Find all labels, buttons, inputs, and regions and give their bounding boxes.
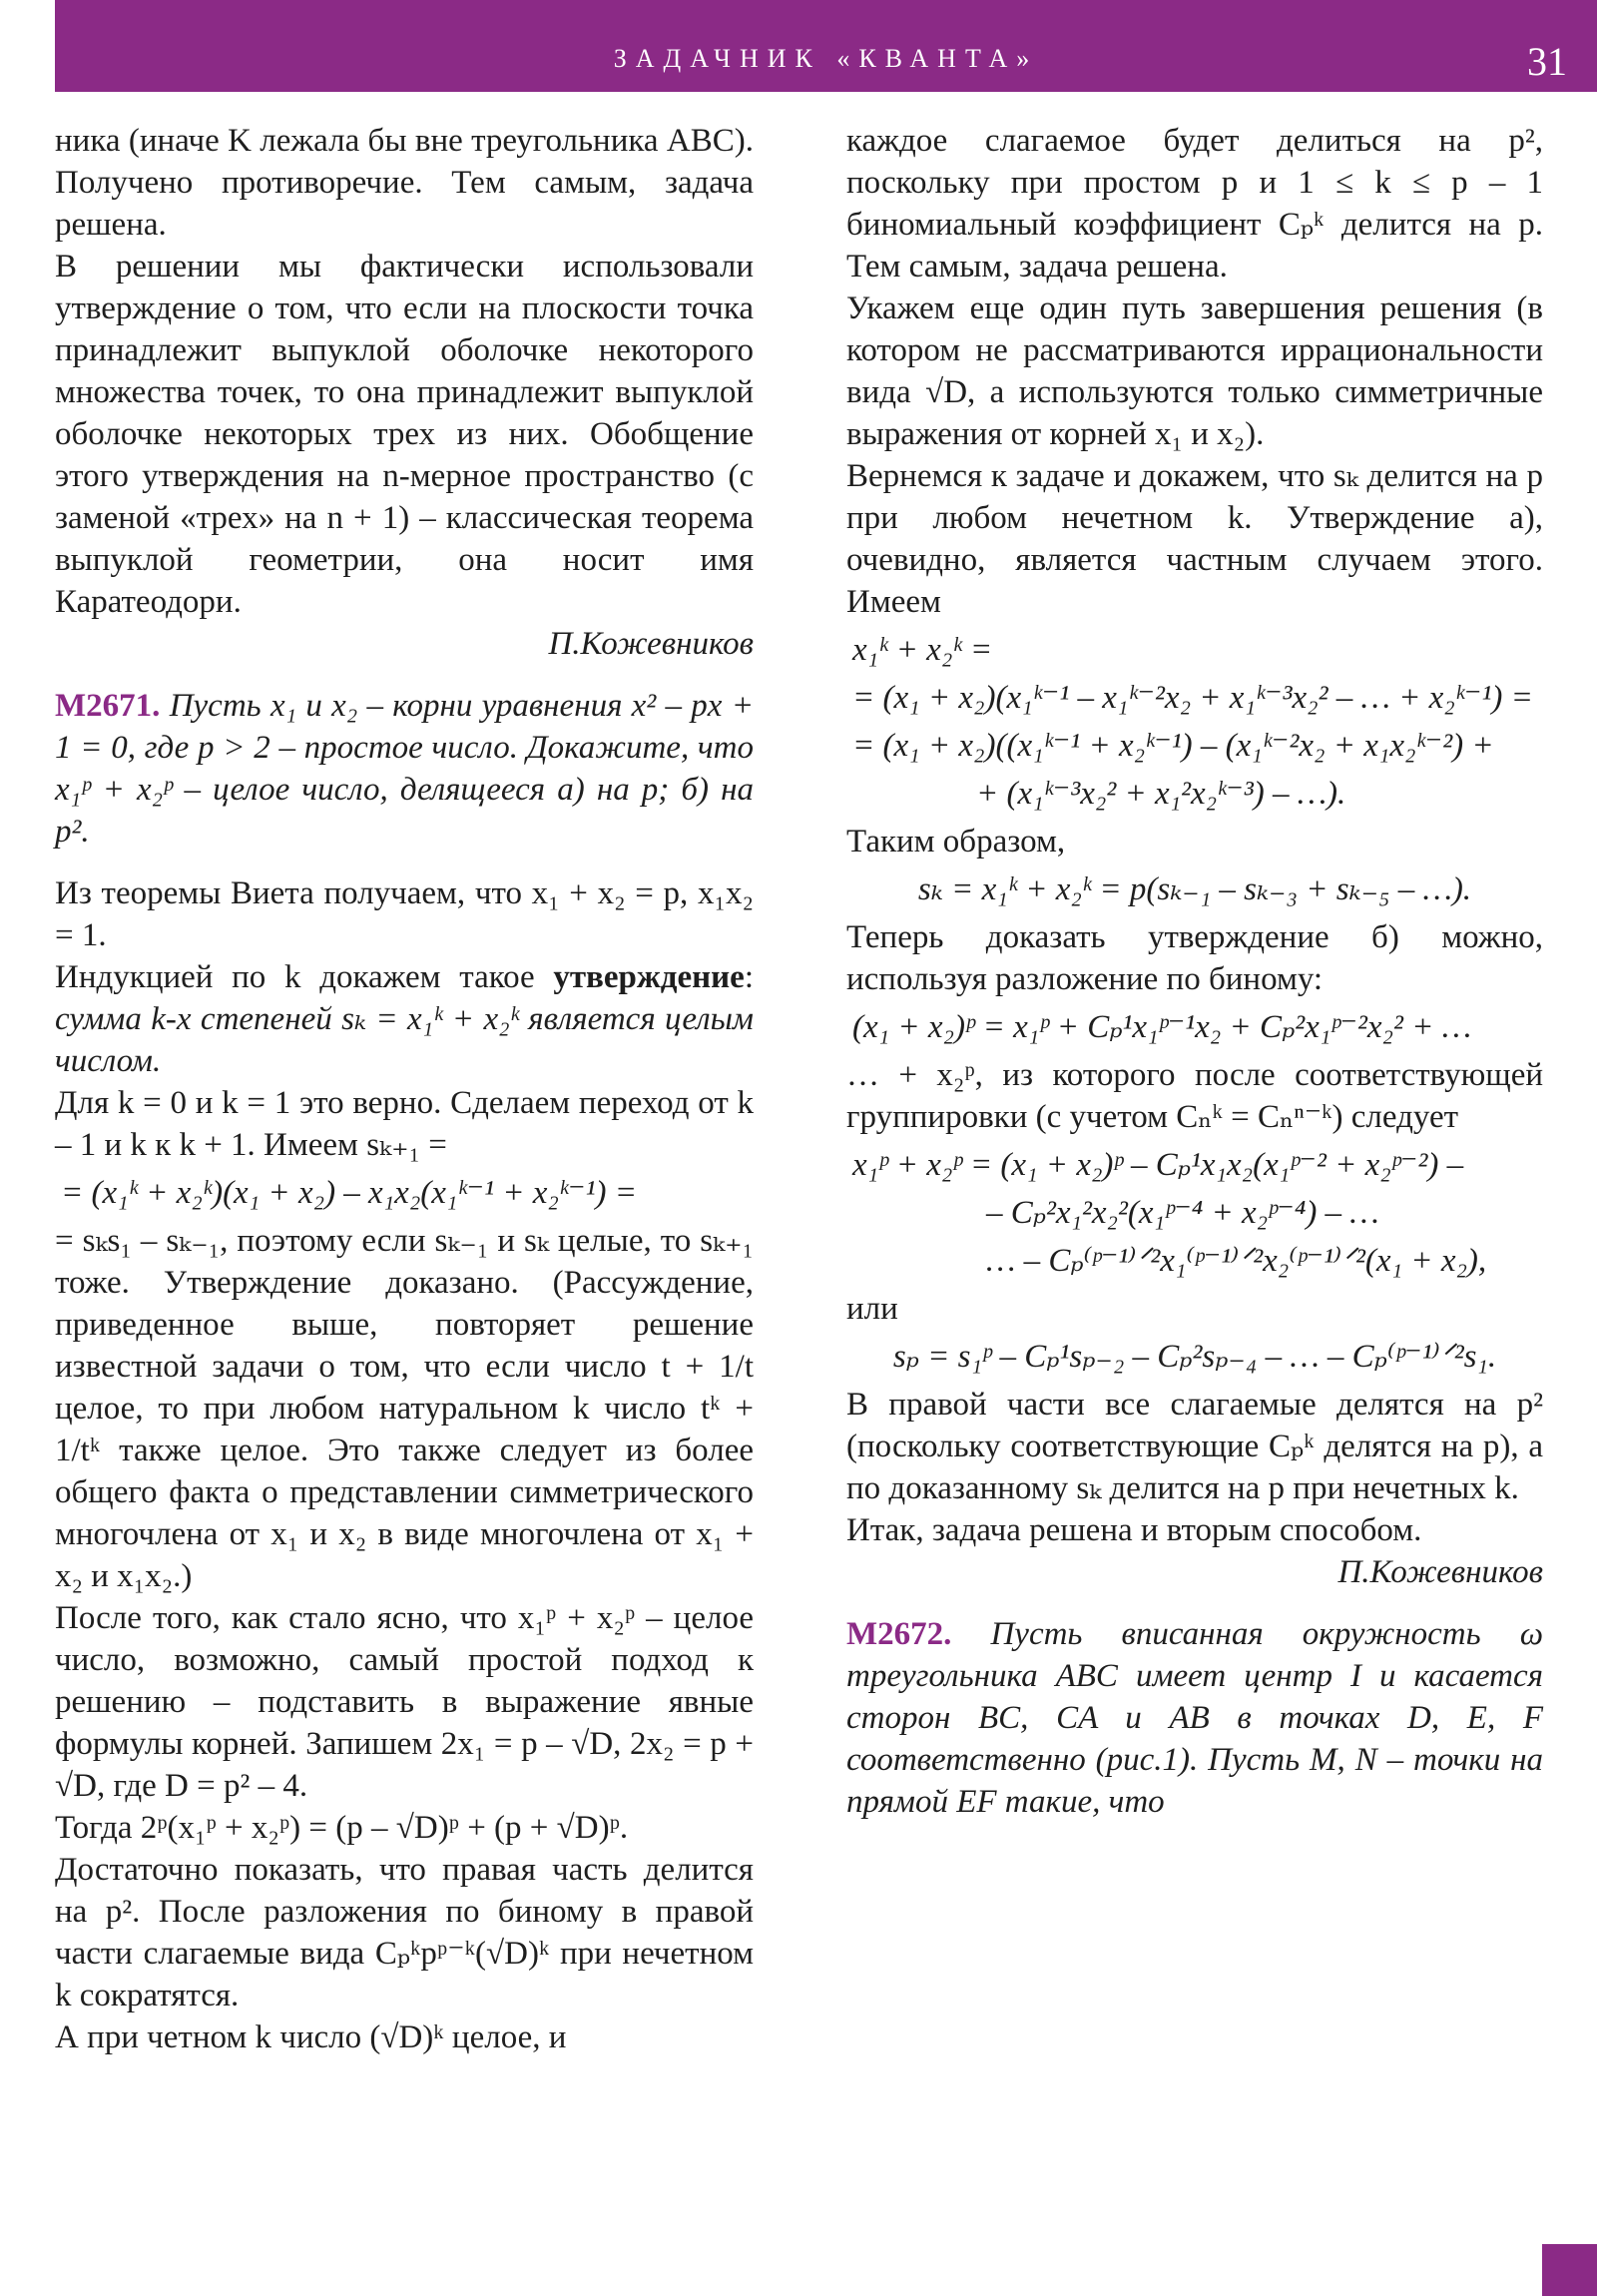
- problem-number: М2672.: [846, 1616, 952, 1652]
- right-column: [846, 120, 1543, 1823]
- paragraph: Тогда 2ᵖ(x₁ᵖ + x₂ᵖ) = (p – √D)ᵖ + (p + √D)ᵖ.: [55, 1810, 629, 1846]
- paragraph: Укажем еще один путь завершения решения (в котором не рассматриваются иррациональности вида √D, а используются только симметричные выражения от корней x₁ и x₂).: [846, 290, 1543, 452]
- formula: x₁ᵏ + x₂ᵏ =: [852, 632, 993, 668]
- paragraph: ника (иначе K лежала бы вне треугольника ABC). Получено противоречие. Тем самым, задача решена.: [55, 123, 754, 243]
- problem-m2671: [55, 685, 754, 853]
- formula: – Cₚ²x₁²x₂²(x₁ᵖ⁻⁴ + x₂ᵖ⁻⁴) – …: [986, 1195, 1379, 1231]
- paragraph: В решении мы фактически использовали утверждение о том, что если на плоскости точка принадлежит выпуклой оболочке некоторого множества точек, то она принадлежит выпуклой оболочке некоторых трех из них. Обобщение этого утверждения на n-мерное пространство (с заменой «трех» на n + 1) – классическая теорема выпуклой геометрии, она носит имя Каратеодори.: [55, 249, 754, 620]
- page-number: 31: [1527, 39, 1567, 84]
- page-corner-tab: [1542, 2244, 1597, 2296]
- problem-number: М2671.: [55, 688, 161, 724]
- paragraph: Из теоремы Виета получаем, что x₁ + x₂ = p, x₁x₂ = 1.: [55, 875, 754, 953]
- paragraph: Для k = 0 и k = 1 это верно. Сделаем переход от k – 1 и k к k + 1. Имеем sₖ₊₁ =: [55, 1085, 754, 1163]
- paragraph: каждое слагаемое будет делиться на p², поскольку при простом p и 1 ≤ k ≤ p – 1 биномиальный коэффициент Cₚᵏ делится на p. Тем самым, задача решена.: [846, 123, 1543, 285]
- bold-term: утверждение: [553, 959, 745, 995]
- formula: = (x₁ + x₂)((x₁ᵏ⁻¹ + x₂ᵏ⁻¹) – (x₁ᵏ⁻²x₂ + x₁x₂ᵏ⁻²) +: [852, 728, 1494, 764]
- problem-m2672: [846, 1613, 1543, 1823]
- paragraph: Теперь доказать утверждение б) можно, используя разложение по биному:: [846, 919, 1543, 997]
- problem-statement: Пусть x₁ и x₂ – корни уравнения x² – px + 1 = 0, где p > 2 – простое число. Докажите, что x₁ᵖ + x₂ᵖ – целое число, делящееся а) на p; б) на p².: [55, 688, 754, 850]
- paragraph: Вернемся к задаче и докажем, что sₖ делится на p при любом нечетном k. Утверждение а), очевидно, является частным случаем этого. Имеем: [846, 458, 1543, 620]
- formula: (x₁ + x₂)ᵖ = x₁ᵖ + Cₚ¹x₁ᵖ⁻¹x₂ + Cₚ²x₁ᵖ⁻²x₂² + …: [852, 1009, 1472, 1045]
- paragraph: Достаточно показать, что правая часть делится на p². После разложения по биному в правой части слагаемые вида Cₚᵏpᵖ⁻ᵏ(√D)ᵏ при нечетном k сократятся.: [55, 1852, 754, 2013]
- paragraph: или: [846, 1291, 898, 1327]
- paragraph: … + x₂ᵖ, из которого после соответствующей группировки (с учетом Cₙᵏ = Cₙⁿ⁻ᵏ) следует: [846, 1057, 1543, 1135]
- paragraph: Итак, задача решена и вторым способом.: [846, 1512, 1422, 1548]
- paragraph: = sₖs₁ – sₖ₋₁, поэтому если sₖ₋₁ и sₖ целые, то sₖ₊₁ тоже. Утверждение доказано. (Рассуждение, приведенное выше, повторяет решение известной задачи о том, что если число t + 1/t целое, то при любом натуральном k число tᵏ + 1/tᵏ также целое. Это также следует из более общего факта о представлении симметрического многочлена от x₁ и x₂ в виде многочлена от x₁ + x₂ и x₁x₂.): [55, 1223, 754, 1594]
- author-signature: П.Кожевников: [548, 626, 754, 662]
- formula: + (x₁ᵏ⁻³x₂² + x₁²x₂ᵏ⁻³) – …).: [976, 776, 1346, 812]
- italic-statement: сумма k-х степеней sₖ = x₁ᵏ + x₂ᵏ является целым числом.: [55, 1001, 754, 1079]
- formula: x₁ᵖ + x₂ᵖ = (x₁ + x₂)ᵖ – Cₚ¹x₁x₂(x₁ᵖ⁻² + x₂ᵖ⁻²) –: [852, 1147, 1464, 1183]
- paragraph-induction: [55, 956, 754, 1082]
- paragraph: В правой части все слагаемые делятся на p² (поскольку соответствующие Cₚᵏ делятся на p), а по доказанному sₖ делится на p при нечетных k.: [846, 1387, 1543, 1506]
- formula: sₖ = x₁ᵏ + x₂ᵏ = p(sₖ₋₁ – sₖ₋₃ + sₖ₋₅ – …).: [917, 871, 1472, 907]
- formula: = (x₁ + x₂)(x₁ᵏ⁻¹ – x₁ᵏ⁻²x₂ + x₁ᵏ⁻³x₂² – … + x₂ᵏ⁻¹) =: [852, 680, 1533, 716]
- formula: … – Cₚ⁽ᵖ⁻¹⁾ᐟ²x₁⁽ᵖ⁻¹⁾ᐟ²x₂⁽ᵖ⁻¹⁾ᐟ²(x₁ + x₂),: [986, 1243, 1487, 1279]
- journal-section-title: ЗАДАЧНИК «КВАНТА»: [613, 44, 1039, 73]
- text-span: Индукцией по k докажем такое: [55, 959, 554, 995]
- text-span: :: [744, 959, 754, 995]
- paragraph: А при четном k число (√D)ᵏ целое, и: [55, 2019, 567, 2055]
- problem-statement: Пусть вписанная окружность ω треугольника ABC имеет центр I и касается сторон BC, CA и AB в точках D, E, F соответственно (рис.1). Пусть M, N – точки на прямой EF такие, что: [846, 1616, 1543, 1820]
- paragraph: Таким образом,: [846, 824, 1066, 860]
- author-signature: П.Кожевников: [1337, 1554, 1543, 1590]
- paragraph: После того, как стало ясно, что x₁ᵖ + x₂ᵖ – целое число, возможно, самый простой подход к решению – подставить в выражение явные формулы корней. Запишем 2x₁ = p – √D, 2x₂ = p + √D, где D = p² – 4.: [55, 1600, 754, 1804]
- formula: = (x₁ᵏ + x₂ᵏ)(x₁ + x₂) – x₁x₂(x₁ᵏ⁻¹ + x₂ᵏ⁻¹) =: [61, 1175, 637, 1211]
- left-column: [55, 120, 754, 2058]
- page-header: [55, 0, 1597, 92]
- formula: sₚ = s₁ᵖ – Cₚ¹sₚ₋₂ – Cₚ²sₚ₋₄ – … – Cₚ⁽ᵖ⁻¹⁾ᐟ²s₁.: [892, 1339, 1497, 1375]
